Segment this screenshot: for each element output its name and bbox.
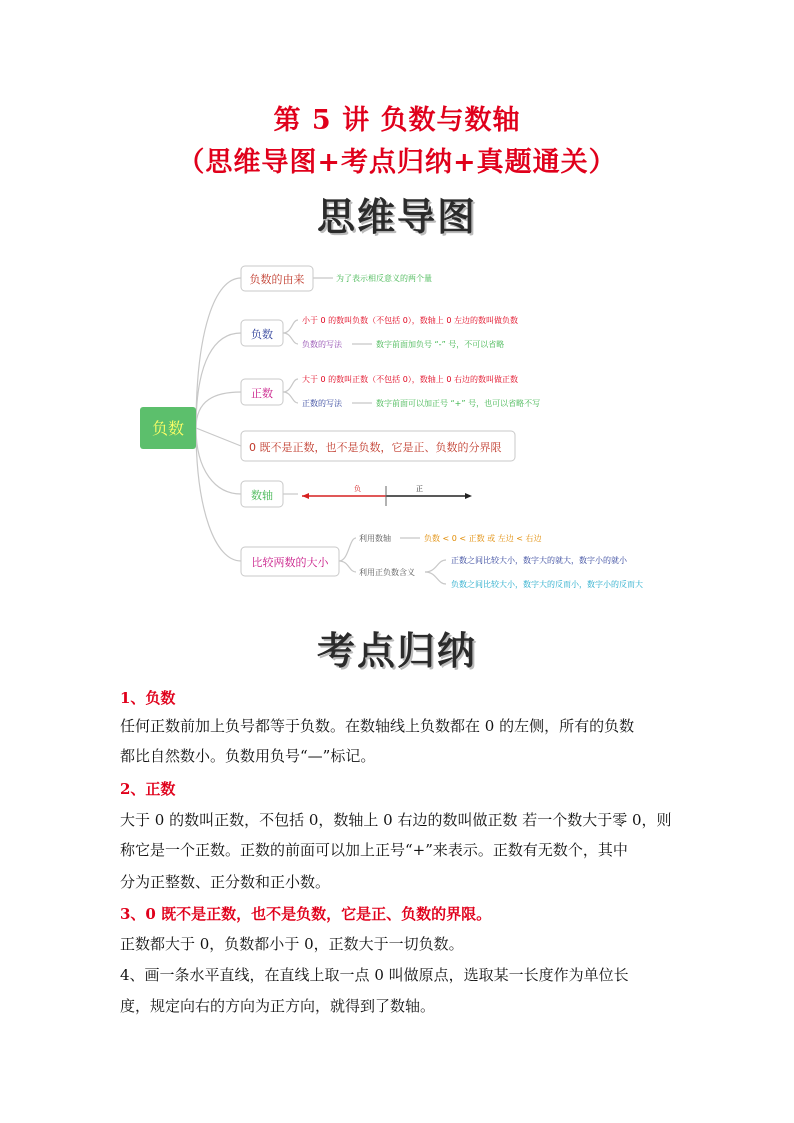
section-3-line-1: 正数都大于 0，负数都小于 0，正数大于一切负数。 <box>120 935 464 953</box>
section-3-heading: 3、0 既不是正数，也不是负数，它是正、负数的界限。 <box>120 905 492 923</box>
mindmap-banner: 思维导图 <box>316 195 477 239</box>
positive-writing-label: 正数的写法 <box>302 399 342 408</box>
positive-def: 大于 0 的数叫正数（不包括 0），数轴上 0 右边的数叫做正数 <box>302 375 518 384</box>
section-2-line-3: 分为正整数、正分数和正小数。 <box>120 873 331 891</box>
section-1-line-1: 任何正数前加上负号都等于负数。在数轴线上负数都在 0 的左侧，所有的负数 <box>120 717 635 735</box>
compare-negative-rule: 负数之间比较大小，数字大的反而小，数字小的反而大 <box>451 580 643 589</box>
page-title-line2: （思维导图+考点归纳+真题通关） <box>177 147 617 178</box>
node-compare-label: 比较两数的大小 <box>251 556 329 569</box>
negative-writing-label: 负数的写法 <box>302 340 342 349</box>
section-4-line-1: 4、画一条水平直线，在直线上取一点 0 叫做原点，选取某一长度作为单位长 <box>120 966 629 984</box>
compare-positive-rule: 正数之间比较大小，数字大的就大，数字小的就小 <box>451 556 627 565</box>
zero-statement: 0 既不是正数，也不是负数，它是正、负数的分界限 <box>249 441 502 454</box>
section-1-line-2: 都比自然数小。负数用负号“—”标记。 <box>120 747 376 765</box>
axis-positive-label: 正 <box>416 485 423 493</box>
compare-use-axis-desc: 负数 < 0 < 正数 或 左边 < 右边 <box>424 534 542 543</box>
origin-desc: 为了表示相反意义的两个量 <box>336 274 432 283</box>
number-axis-illustration <box>302 484 472 506</box>
section-1-heading: 1、负数 <box>120 689 176 707</box>
root-label: 负数 <box>151 419 185 438</box>
node-positive-label: 正数 <box>251 387 273 400</box>
section-4-line-2: 度，规定向右的方向为正方向，就得到了数轴。 <box>120 997 436 1015</box>
positive-writing-desc: 数字前面可以加正号 “+” 号，也可以省略不写 <box>376 399 541 408</box>
section-2-heading: 2、正数 <box>120 780 176 798</box>
node-origin-label: 负数的由来 <box>249 273 305 286</box>
negative-writing-desc: 数字前面加负号 “-” 号，不可以省略 <box>376 340 505 349</box>
node-axis-label: 数轴 <box>251 489 273 502</box>
compare-use-axis: 利用数轴 <box>359 534 391 543</box>
compare-use-meaning: 利用正负数含义 <box>359 568 415 577</box>
section-2-line-1: 大于 0 的数叫正数，不包括 0，数轴上 0 右边的数叫做正数 若一个数大于零 0，则 <box>120 811 672 829</box>
mind-map <box>0 250 794 600</box>
page-title-line1: 第 5 讲 负数与数轴 <box>273 105 521 136</box>
key-points-banner: 考点归纳 <box>316 629 477 673</box>
node-negative-label: 负数 <box>251 328 273 341</box>
axis-negative-label: 负 <box>354 485 361 493</box>
section-2-line-2: 称它是一个正数。正数的前面可以加上正号“+”来表示。正数有无数个，其中 <box>120 841 628 859</box>
negative-def: 小于 0 的数叫负数（不包括 0），数轴上 0 左边的数叫做负数 <box>302 316 518 325</box>
